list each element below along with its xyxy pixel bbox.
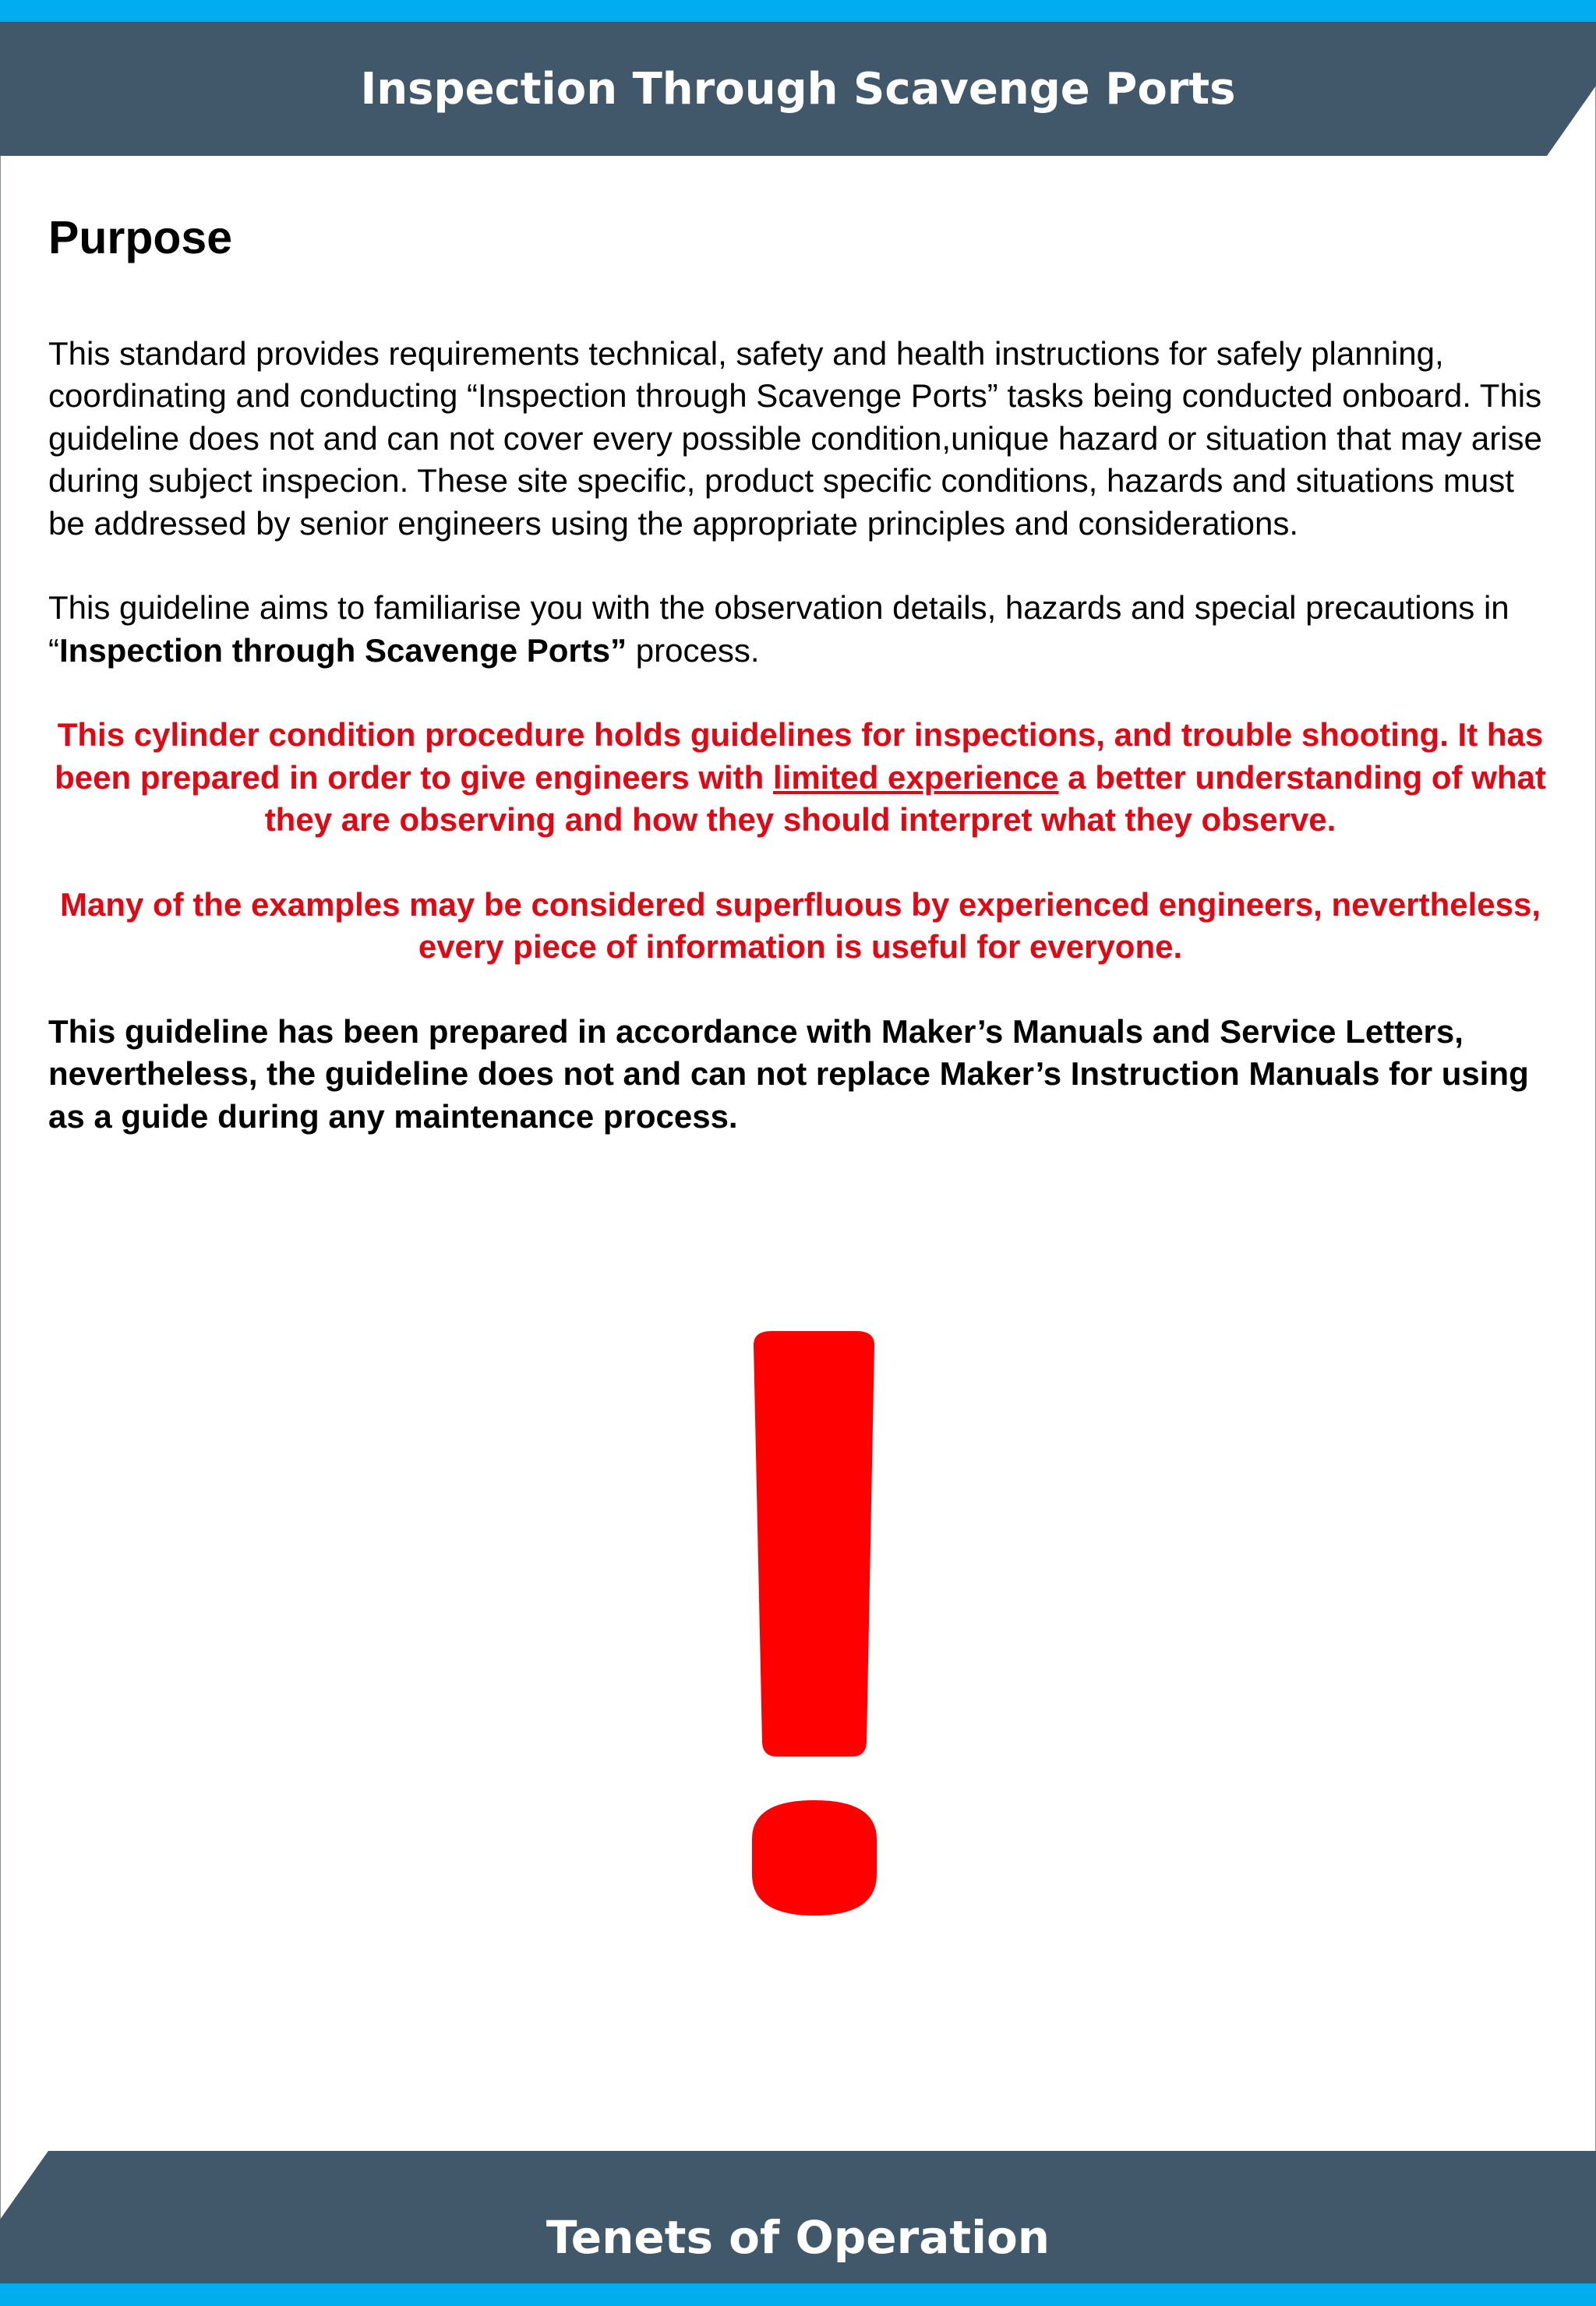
warning-1-underlined: limited experience bbox=[773, 758, 1059, 796]
aim-paragraph-emphasis: Inspection through Scavenge Ports” bbox=[59, 631, 627, 669]
footer-title: Tenets of Operation bbox=[546, 2211, 1050, 2264]
disclaimer-paragraph: This guideline has been prepared in accordance with Maker’s Manuals and Service Letters, nevertheless, the guideline does not and can not replace Maker’s Instruction Manuals for using as a guide during any maintenance process. bbox=[48, 1012, 1529, 1135]
warning-1-tail: a better understanding of what they are observing and how they should interpret what they observe. bbox=[264, 758, 1546, 839]
section-heading: Purpose bbox=[48, 212, 233, 263]
aim-paragraph-tail: process. bbox=[627, 631, 760, 669]
main-content bbox=[48, 210, 1552, 1180]
warning-paragraph-1 bbox=[48, 714, 1552, 842]
exclamation-icon-shape bbox=[736, 1325, 892, 1933]
bottom-accent-stripe bbox=[0, 2283, 1596, 2306]
aim-paragraph bbox=[48, 587, 1552, 672]
page-title: Inspection Through Scavenge Ports bbox=[360, 63, 1236, 115]
exclamation-icon bbox=[736, 1325, 892, 1933]
top-accent-stripe bbox=[0, 0, 1596, 22]
aim-paragraph-lead: This guideline aims to familiarise you with the observation details, hazards and special precautions in “ bbox=[48, 589, 1509, 669]
warning-1-lead: This cylinder condition procedure holds guidelines for inspections, and trouble shooting. It has been prepared in order to give engineers with bbox=[55, 716, 1544, 796]
footer-band bbox=[0, 2151, 1596, 2283]
purpose-paragraph: This standard provides requirements technical, safety and health instructions for safely planning, coordinating and conducting “Inspection through Scavenge Ports” tasks being conducted onboard. This guideline does not and can not cover every possible condition,unique hazard or situation that may arise during subject inspecion. These site specific, product specific conditions, hazards and situations must be addressed by senior engineers using the appropriate principles and considerations. bbox=[48, 334, 1542, 542]
warning-paragraph-2: Many of the examples may be considered superfluous by experienced engineers, nevertheless, every piece of information is useful for everyone. bbox=[59, 885, 1541, 966]
header-band bbox=[0, 22, 1596, 156]
